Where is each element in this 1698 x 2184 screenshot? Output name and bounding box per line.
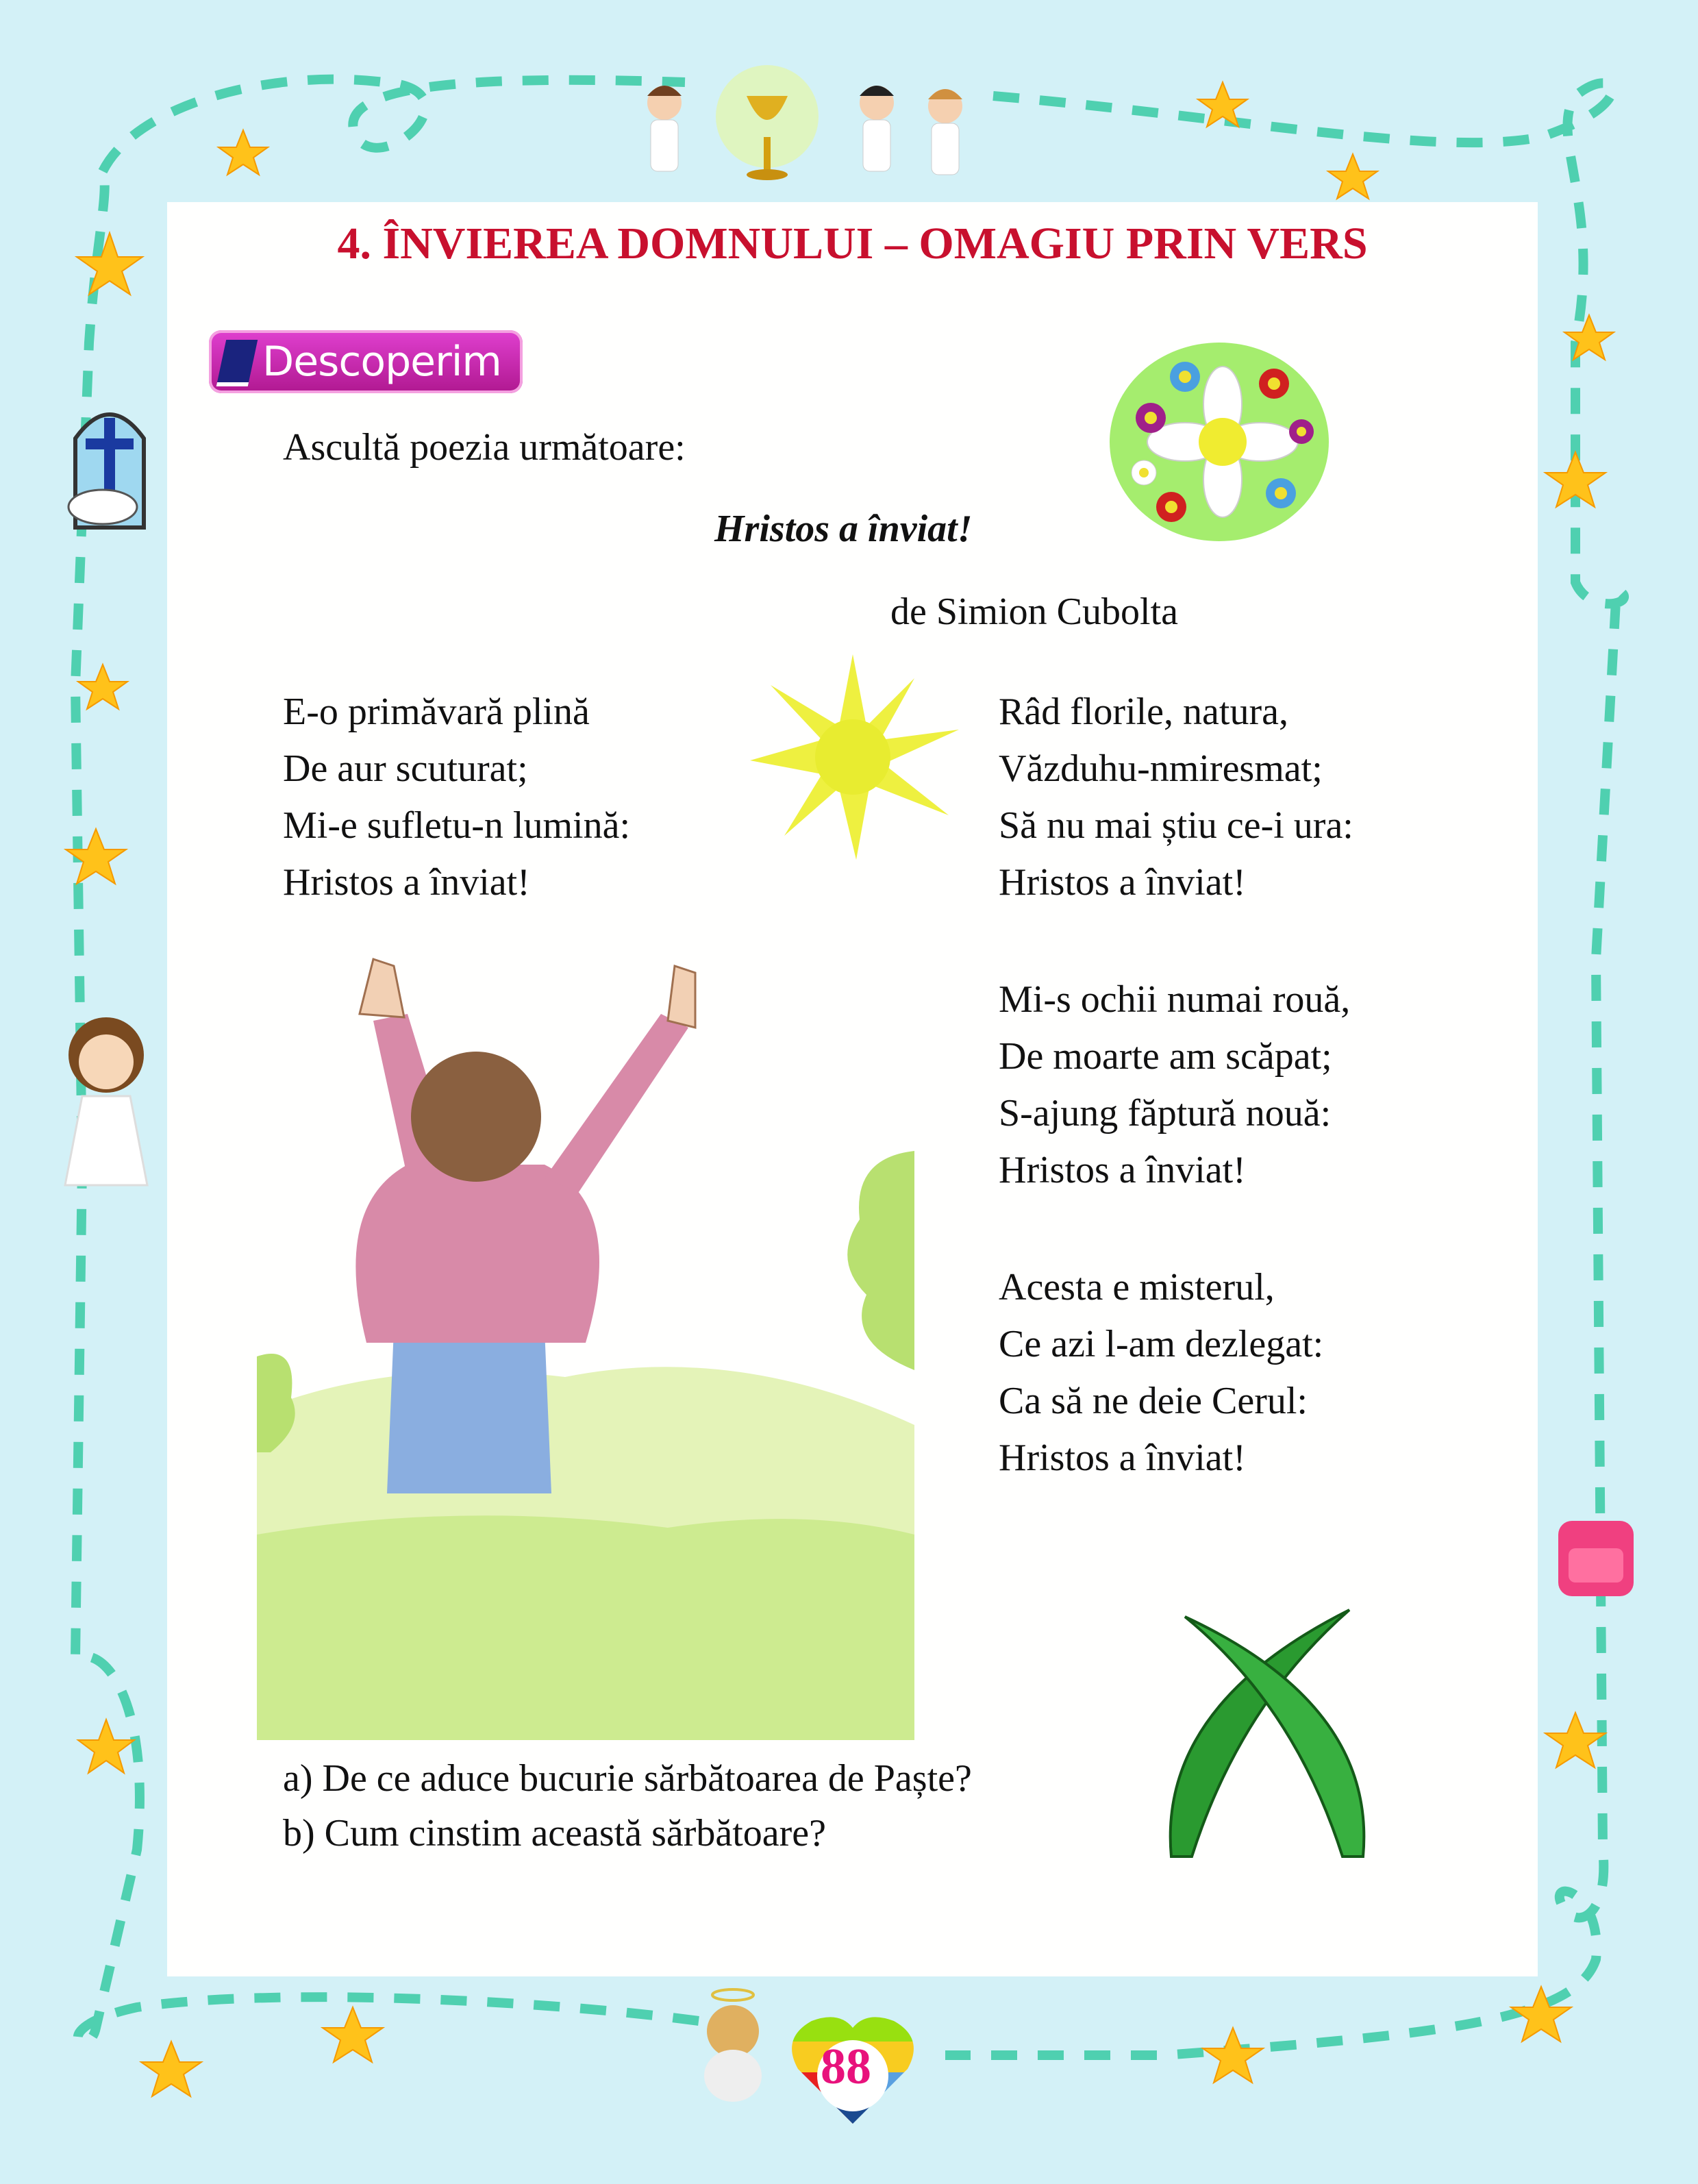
poem-stanza-3 xyxy=(999,971,1350,1199)
angel-icon xyxy=(647,86,682,171)
poem-stanza-2 xyxy=(999,684,1353,911)
poem-stanza-4 xyxy=(999,1259,1323,1487)
girl-decoration xyxy=(62,1014,151,1192)
page-number: 88 xyxy=(821,2039,871,2095)
poem-line: E-o primăvară plină xyxy=(283,691,590,733)
palm-branches-image xyxy=(1158,1603,1377,1863)
boy-praying-illustration xyxy=(257,932,914,1740)
section-badge-descoperim xyxy=(209,330,523,393)
question-a: a) De ce aduce bucurie sărbătoarea de Paște? xyxy=(283,1757,972,1800)
star-icon xyxy=(1203,2028,1263,2083)
angel-icon xyxy=(860,86,894,171)
poem-line: Văzduhu-nmiresmat; xyxy=(999,747,1323,790)
bible-icon xyxy=(216,340,258,386)
star-icon xyxy=(141,2042,201,2096)
star-icon xyxy=(78,1720,134,1773)
poem-line: Hristos a înviat! xyxy=(999,1437,1246,1479)
poem-title: Hristos a înviat! xyxy=(714,508,973,550)
angels-chalice-decoration xyxy=(630,55,986,192)
section-badge-label: Descoperim xyxy=(262,338,501,386)
star-icon xyxy=(1328,154,1377,199)
poem-line: Ca să ne deie Cerul: xyxy=(999,1380,1308,1422)
praying-angel-decoration xyxy=(692,1980,767,2103)
star-icon xyxy=(1545,1713,1606,1767)
poem-line: Ce azi l-am dezlegat: xyxy=(999,1323,1324,1365)
poem-line: Hristos a înviat! xyxy=(999,861,1246,904)
instruction-text: Ascultă poezia următoare: xyxy=(283,426,686,469)
page-title: 4. ÎNVIEREA DOMNULUI – OMAGIU PRIN VERS xyxy=(337,219,1368,269)
poem-line: Acesta e misterul, xyxy=(999,1266,1275,1308)
sun-image xyxy=(743,651,962,870)
poem-line: Hristos a înviat! xyxy=(283,861,530,904)
star-icon xyxy=(77,233,142,295)
poem-line: S-ajung făptură nouă: xyxy=(999,1092,1332,1134)
poem-line: De aur scuturat; xyxy=(283,747,528,790)
question-b: b) Cum cinstim această sărbătoare? xyxy=(283,1812,826,1854)
poem-line: De moarte am scăpat; xyxy=(999,1035,1332,1078)
poem-author: de Simion Cubolta xyxy=(890,591,1178,633)
star-icon xyxy=(323,2007,383,2062)
small-flower-icon xyxy=(1136,403,1166,433)
star-icon xyxy=(219,130,268,175)
poem-stanza-1 xyxy=(283,684,630,911)
poem-line: Să nu mai știu ce-i ura: xyxy=(999,804,1353,847)
flower-bouquet-image xyxy=(1103,336,1343,548)
poem-line: Hristos a înviat! xyxy=(999,1149,1246,1191)
poem-line: Râd florile, natura, xyxy=(999,691,1288,733)
angel-icon xyxy=(928,89,962,175)
star-icon xyxy=(78,665,127,709)
poem-line: Mi-s ochii numai rouă, xyxy=(999,978,1351,1021)
poem-line: Mi-e sufletu-n lumină: xyxy=(283,804,631,847)
church-window-dove-decoration xyxy=(62,390,158,541)
backpack-decoration xyxy=(1551,1507,1647,1603)
